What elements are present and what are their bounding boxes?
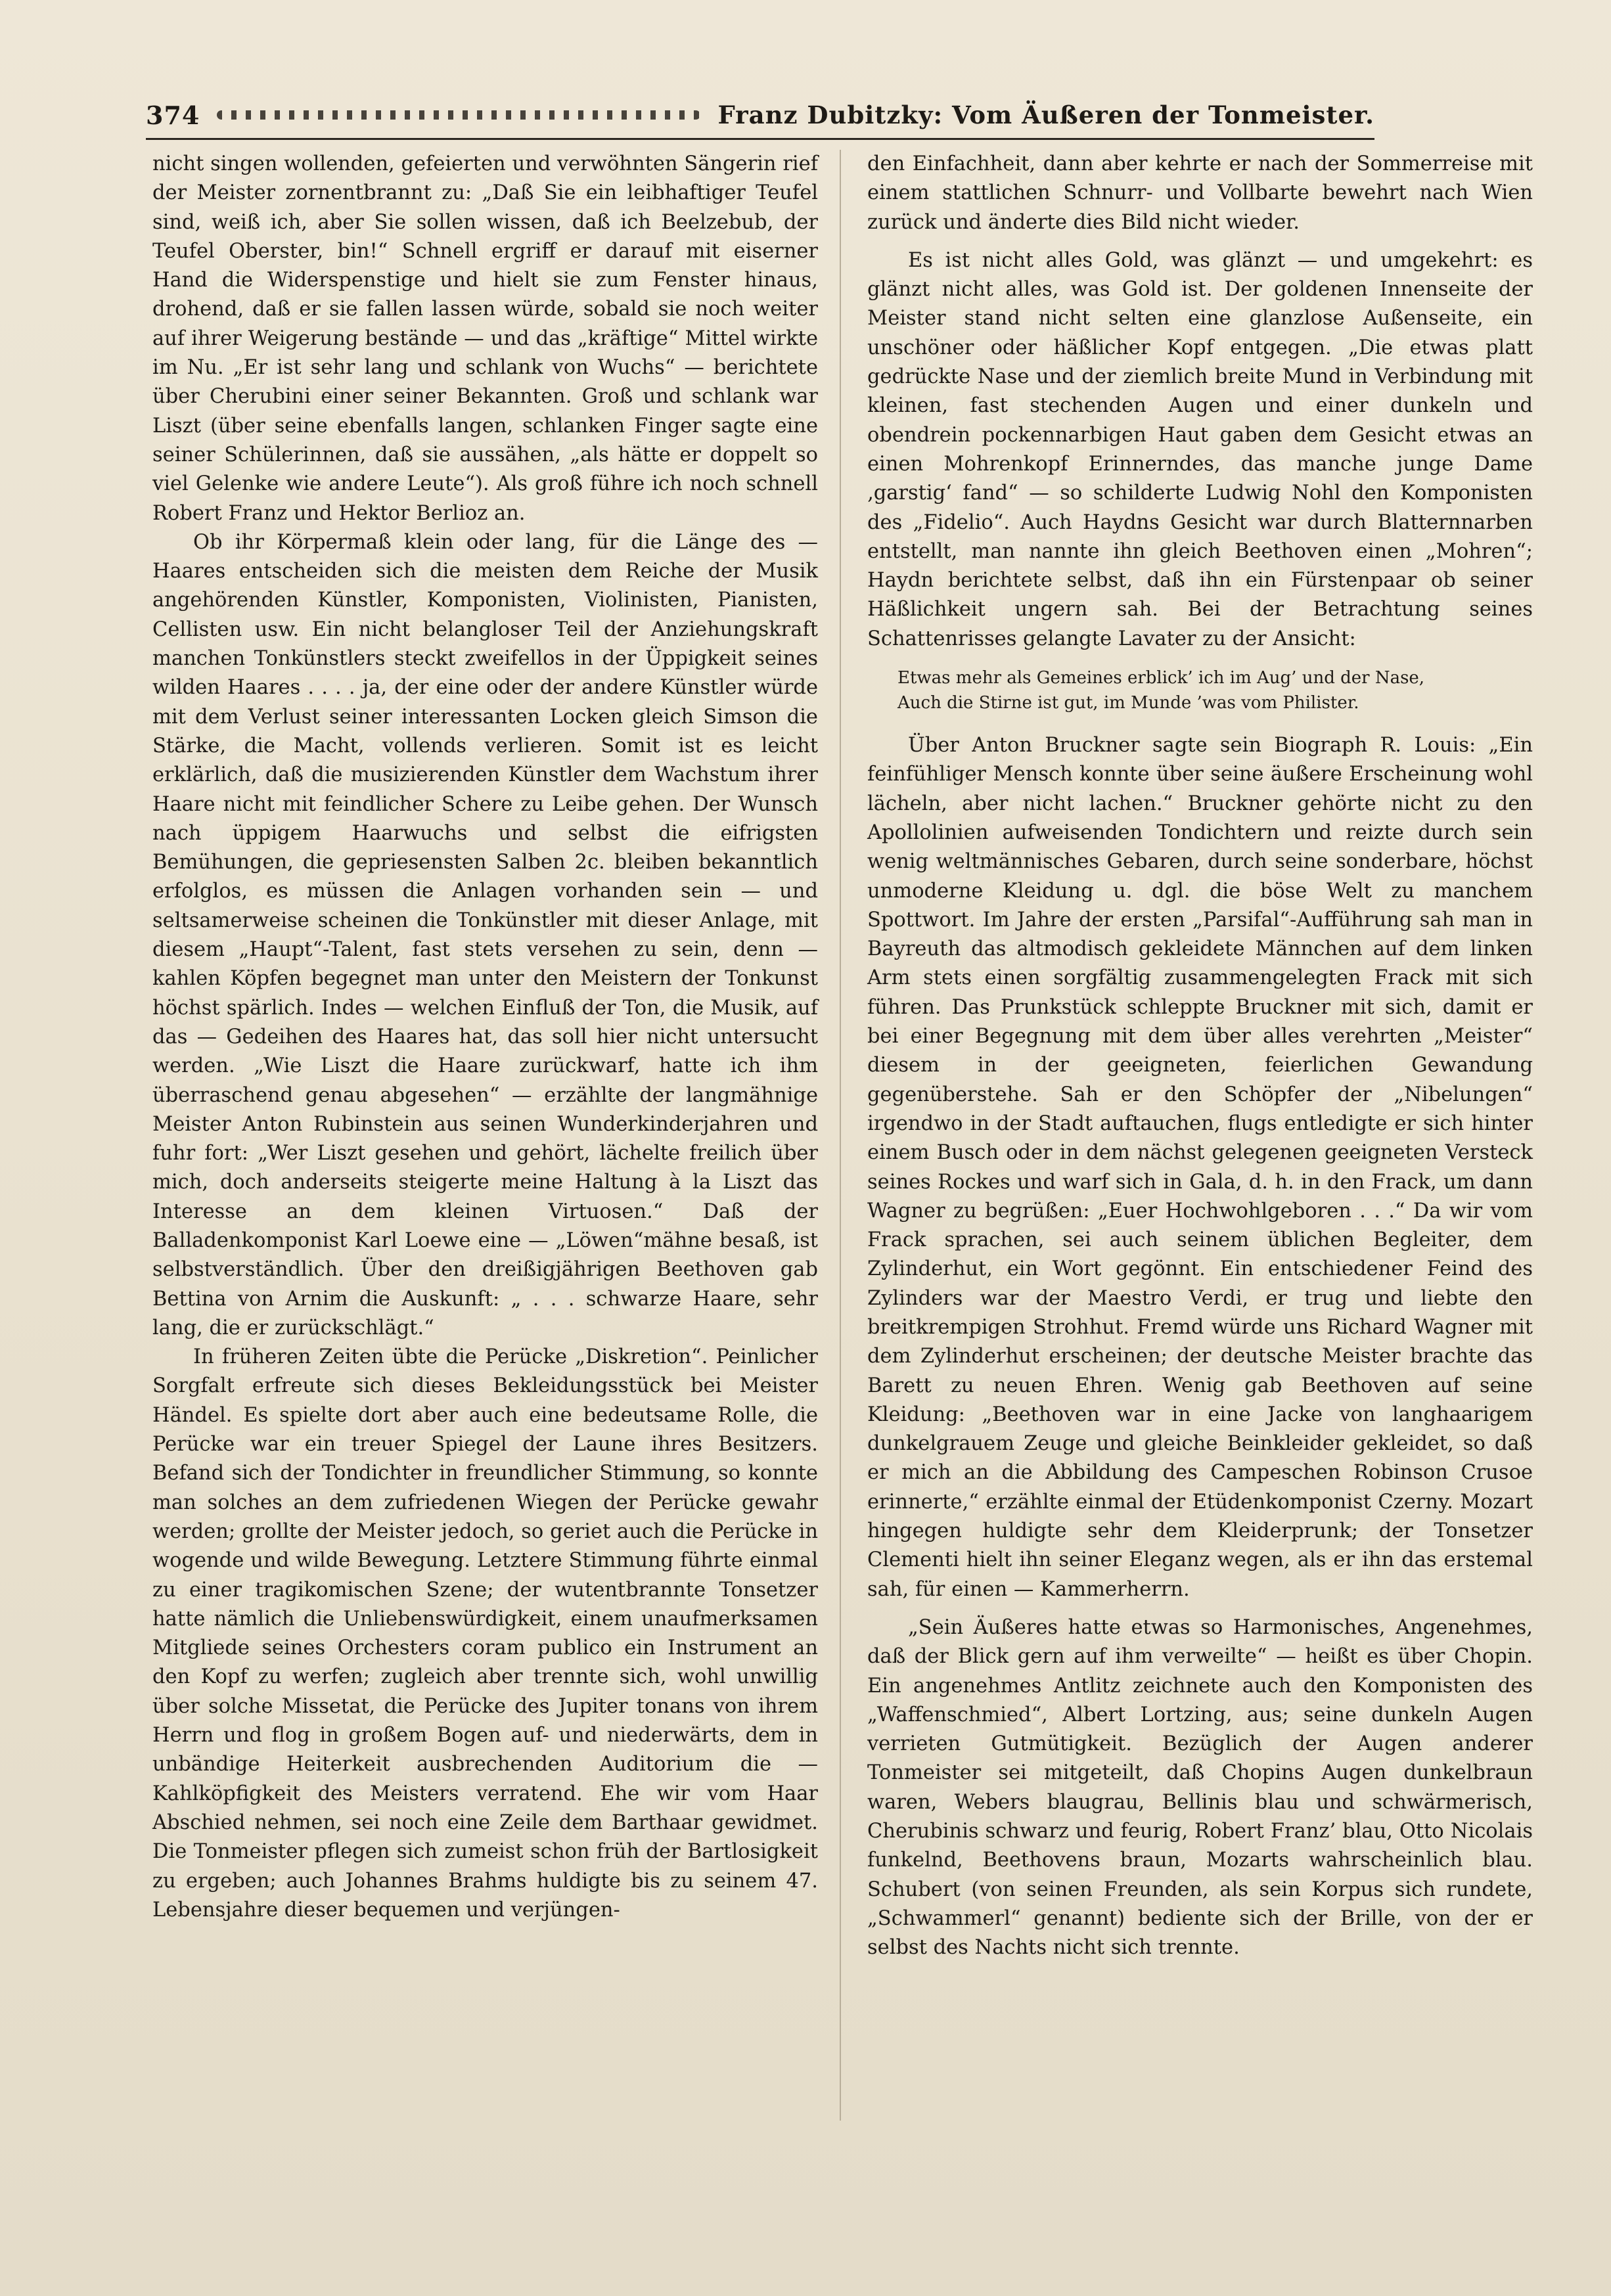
right-column (867, 150, 1533, 1963)
paragraph: „Sein Äußeres hatte etwas so Harmonisches, Angenehmes, daß der Blick gern auf ihm verweilte“ — heißt es über Chopin. Ein angenehmes Antlitz zeichnete auch den Komponisten des „Waffenschmied“, Albert Lortzing, aus; seine dunkeln Augen verrieten Gutmütigkeit. Bezüglich der Augen anderer Tonmeister sei mitgeteilt, daß Chopins Augen dunkelbraun waren, Webers blaugrau, Bellinis blau und schwärmerisch, Cherubinis schwarz und feurig, Robert Franz’ blau, Otto Nicolais funkelnd, Beethovens braun, Mozarts wahrscheinlich blau. Schubert (von seinen Freunden, als sein Korpus sich rundete, „Schwammerl“ genannt) bediente sich der Brille, von der er selbst des Nachts nicht sich trennte. (867, 1615, 1533, 1960)
paragraph: den Einfachheit, dann aber kehrte er nach der Sommerreise mit einem stattlichen Schnurr- und Vollbarte bewehrt nach Wien zurück und änderte dies Bild nicht wieder. (867, 152, 1533, 234)
page-header (146, 92, 1374, 140)
paragraph: In früheren Zeiten übte die Perücke „Diskretion“. Peinlicher Sorgfalt erfreute sich dieses Bekleidungsstück bei Meister Händel. Es spielte dort aber auch eine bedeutsame Rolle, die Perücke war ein treuer Spiegel der Laune ihres Besitzers. Befand sich der Tondichter in freundlicher Stimmung, so konnte man solches an dem zufriedenen Wiegen der Perücke gewahr werden; grollte der Meister jedoch, so geriet auch die Perücke in wogende und wilde Bewegung. Letztere Stimmung führte einmal zu einer tragikomischen Szene; der wutentbrannte Tonsetzer hatte nämlich die Unliebenswürdigkeit, einem unaufmerksamen Mitgliede seines Orchesters coram publico ein Instrument an den Kopf zu werfen; zugleich aber trennte sich, wohl unwillig über solche Missetat, die Perücke des Jupiter tonans von ihrem Herrn und flog in großem Bogen auf- und niederwärts, dem in unbändige Heiterkeit ausbrechenden Auditorium die — Kahlköpfigkeit des Meisters verratend. Ehe wir vom Haar Abschied nehmen, sei noch eine Zeile dem Barthaar gewidmet. Die Tonmeister pflegen sich zumeist schon früh der Bartlosigkeit zu ergeben; auch Johannes Brahms huldigte bis zu seinem 47. Lebensjahre dieser bequemen und verjüngen- (152, 1345, 818, 1922)
paragraph: nicht singen wollenden, gefeierten und verwöhnten Sängerin rief der Meister zornentbrannt zu: „Daß Sie ein leibhaftiger Teufel sind, weiß ich, aber Sie sollen wissen, daß ich Beelzebub, der Teufel Oberster, bin!“ Schnell ergriff er darauf mit eiserner Hand die Widerspenstige und hielt sie zum Fenster hinaus, drohend, daß er sie fallen lassen würde, sobald sie noch weiter auf ihrer Weigerung bestände — und das „kräftige“ Mittel wirkte im Nu. „Er ist sehr lang und schlank von Wuchs“ — berichtete über Cherubini einer seiner Bekannten. Groß und schlank war Liszt (über seine ebenfalls langen, schlanken Finger sagte eine seiner Schülerinnen, daß sie aussähen, „als hätte er doppelt so viel Gelenke wie andere Leute“). Als groß führe ich noch schnell Robert Franz und Hektor Berlioz an. (152, 152, 818, 525)
paragraph: Es ist nicht alles Gold, was glänzt — und umgekehrt: es glänzt nicht alles, was Gold ist. Der goldenen Innenseite der Meister stand nicht selten eine glanzlose Außenseite, ein unschöner oder häßlicher Kopf entgegen. „Die etwas platt gedrückte Nase und der ziemlich breite Mund in Verbindung mit kleinen, fast stechenden Augen und einer dunkeln und obendrein pockennarbigen Haut gaben dem Gesicht etwas an einen Mohrenkopf Erinnerndes, das manche junge Dame ‚garstig‘ fand“ — so schilderte Ludwig Nohl den Komponisten des „Fidelio“. Auch Haydns Gesicht war durch Blatternnarben entstellt, man nannte ihn gleich Beethoven einen „Mohren“; Haydn berichtete selbst, daß ihn ein Fürstenpaar ob seiner Häßlichkeit ungern sah. Bei der Betrachtung seines Schattenrisses gelangte Lavater zu der Ansicht: (867, 248, 1533, 650)
left-column (152, 150, 818, 1925)
header-ornament (217, 110, 700, 120)
verse-line: Etwas mehr als Gemeines erblick’ ich im Aug’ und der Nase, (897, 668, 1425, 688)
paragraph: Ob ihr Körpermaß klein oder lang, für die Länge des — Haares entscheiden sich die meisten dem Reiche der Musik angehörenden Künstler, Komponisten, Violinisten, Pianisten, Cellisten usw. Ein nicht belangloser Teil der Anziehungskraft manchen Tonkünstlers steckt zweifellos in der Üppigkeit seines wilden Haares . . . . ja, der eine oder der andere Künstler würde mit dem Verlust seiner interessanten Locken gleich Simson die Stärke, die Macht, vollends verlieren. Somit ist es leicht erklärlich, daß die musizierenden Künstler dem Wachstum ihrer Haare nicht mit feindlicher Schere zu Leibe gehen. Der Wunsch nach üppigem Haarwuchs und selbst die eifrigsten Bemühungen, die gepriesensten Salben 2c. bleiben bekanntlich erfolglos, es müssen die Anlagen vorhanden sein — und seltsamerweise scheinen die Tonkünstler mit dieser Anlage, mit diesem „Haupt“-Talent, fast stets versehen zu sein, denn — kahlen Köpfen begegnet man unter den Meistern der Tonkunst höchst spärlich. Indes — welchen Einfluß der Ton, die Musik, auf das — Gedeihen des Haares hat, das soll hier nicht untersucht werden. „Wie Liszt die Haare zurückwarf, hatte ich ihm überraschend genau abgesehen“ — erzählte der langmähnige Meister Anton Rubinstein aus seinen Wunderkinderjahren und fuhr fort: „Wer Liszt gesehen und gehört, lächelte freilich über mich, doch anderseits steigerte meine Haltung à la Liszt das Interesse an dem kleinen Virtuosen.“ Daß der Balladenkomponist Karl Loewe eine — „Löwen“mähne besaß, ist selbstverständlich. Über den dreißigjährigen Beethoven gab Bettina von Arnim die Auskunft: „ . . . schwarze Haare, sehr lang, die er zurückschlägt.“ (152, 530, 818, 1339)
column-divider (840, 150, 841, 2121)
paragraph: Über Anton Bruckner sagte sein Biograph R. Louis: „Ein feinfühliger Mensch konnte über seine äußere Erscheinung wohl lächeln, aber nicht lachen.“ Bruckner gehörte nicht zu den Apollolinien aufweisenden Tondichtern und reizte durch sein wenig weltmännisches Gebaren, durch seine sonderbare, höchst unmoderne Kleidung u. dgl. die böse Welt zu manchem Spottwort. Im Jahre der ersten „Parsifal“-Aufführung sah man in Bayreuth das altmodisch gekleidete Männchen auf dem linken Arm stets einen sorgfältig zusammengelegten Frack mit sich führen. Das Prunkstück schleppte Bruckner mit sich, damit er bei einer Begegnung mit dem über alles verehrten „Meister“ diesem in der geeigneten, feierlichen Gewandung gegenüberstehe. Sah er den Schöpfer der „Nibelungen“ irgendwo in der Stadt auftauchen, flugs entledigte er sich hinter einem Busch oder in dem nächst gelegenen geeigneten Versteck seines Rockes und warf sich in Gala, d. h. in den Frack, um dann Wagner zu begrüßen: „Euer Hochwohlgeboren . . .“ Da wir vom Frack sprachen, sei auch seinem üblichen Begleiter, dem Zylinderhut, ein Wort gegönnt. Ein entschiedener Feind des Zylinders war der Maestro Verdi, er trug und liebte den breitkrempigen Strohhut. Fremd würde uns Richard Wagner mit dem Zylinderhut erscheinen; der deutsche Meister brachte das Barett zu neuen Ehren. Wenig gab Beethoven auf seine Kleidung: „Beethoven war in eine Jacke von langhaarigem dunkelgrauem Zeuge und gleiche Beinkleider gekleidet, so daß er mich an die Abbildung des Campeschen Robinson Crusoe erinnerte,“ erzählte einmal der Etüdenkomponist Czerny. Mozart hingegen huldigte sehr dem Kleiderprunk; der Tonsetzer Clementi hielt ihn seiner Eleganz wegen, als er ihn das erstemal sah, für einen — Kammerherrn. (867, 734, 1533, 1601)
verse-line: Auch die Stirne ist gut, im Munde ’was vom Philister. (897, 693, 1359, 713)
running-title: Franz Dubitzky: Vom Äußeren der Tonmeister. (717, 101, 1374, 129)
page-number: 374 (146, 100, 200, 130)
verse-quote (897, 665, 1533, 715)
